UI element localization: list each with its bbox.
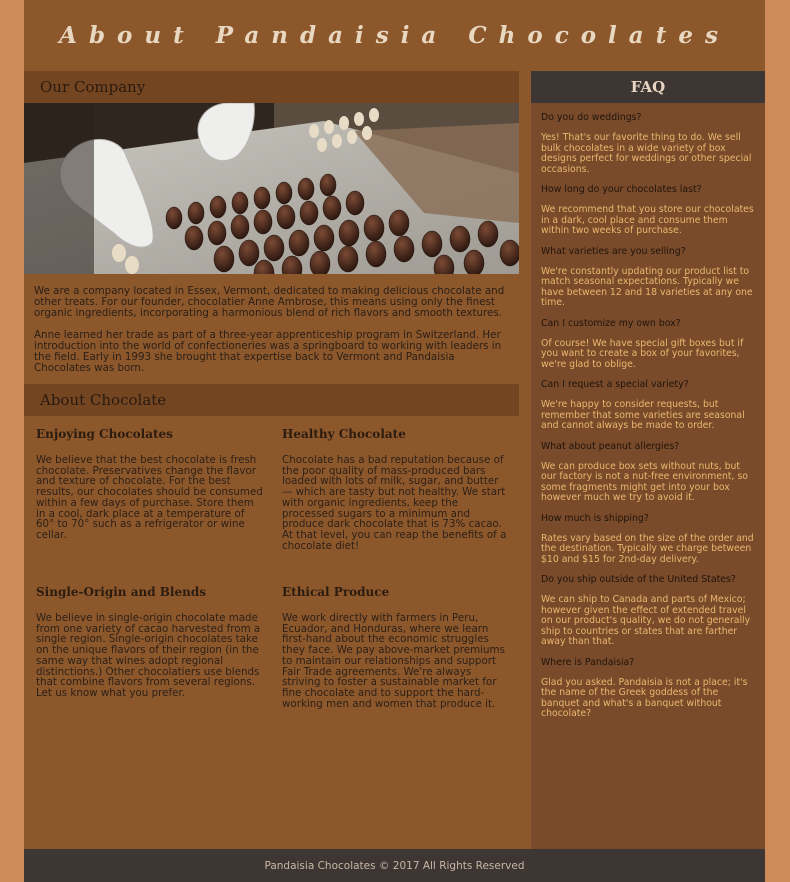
chocolate-photo (24, 103, 519, 274)
faq-heading: FAQ (630, 78, 666, 96)
page-title: About Pandaisia Chocolates (59, 22, 730, 49)
faq-question: Can I request a special variety? (541, 379, 689, 390)
faq-question: How long do your chocolates last? (541, 184, 702, 195)
faq-answer: We recommend that you store our chocolates in a dark, cool place and consume them within two weeks of purchase. (541, 204, 754, 236)
card-title: Ethical Produce (282, 585, 390, 599)
card-enjoying-chocolates (36, 427, 264, 541)
card-text: We believe in single-origin chocolate made from one variety of cacao harvested from a single region. Single-origin chocolates take on the unique flavors of their region (in the same way that wines adopt regional distinctions.) Other chocolatiers use blends that combine flavors from several regions. Let us know what you prefer. (36, 612, 261, 699)
card-text: Chocolate has a bad reputation because of the poor quality of mass-produced bars loaded with lots of milk, sugar, and butter — which are tasty but not healthy. We start with organic ingredients, keep the processed sugars to a minimum and produce dark chocolate that is 73% cacao. At that level, you can reap the benefits of a chocolate diet! (282, 454, 507, 552)
faq-answer: We're happy to consider requests, but remember that some varieties are seasonal and cannot always be made to order. (541, 399, 745, 431)
faq-question: What varieties are you selling? (541, 245, 686, 257)
card-title: Healthy Chocolate (282, 427, 406, 441)
company-heading: Our Company (40, 78, 146, 96)
main-content (24, 71, 519, 836)
site-header (24, 0, 765, 71)
faq-list (531, 103, 765, 720)
faq-answer: We can produce box sets without nuts, but our factory is not a nut-free environment, so some fragments might get into your box however much we try to avoid it. (541, 460, 748, 503)
page (24, 0, 765, 882)
faq-answer: Yes! That's our favorite thing to do. We sell bulk chocolates in a wide variety of box designs perfect for weddings or other special occasions. (541, 132, 752, 175)
faq-question: What about peanut allergies? (541, 440, 680, 452)
faq-answer: We're constantly updating our product list to match seasonal expectations. Typically we have between 12 and 18 varieties at any one time. (541, 265, 753, 308)
about-chocolate-grid (24, 416, 519, 836)
card-single-origin (36, 585, 264, 699)
faq-heading-bar (531, 71, 765, 103)
faq-question: Do you do weddings? (541, 112, 642, 123)
faq-question: Can I customize my own box? (541, 317, 681, 329)
faq-sidebar (531, 71, 765, 849)
faq-answer: Rates vary based on the size of the order and the destination. Typically we charge between $10 and $15 for 2nd-day delivery. (541, 532, 754, 565)
about-chocolate-heading-bar (24, 384, 519, 416)
faq-answer: Of course! We have special gift boxes but if you want to create a box of your favorites, we're glad to oblige. (541, 337, 744, 370)
hero-photo (24, 103, 519, 274)
card-ethical-produce (282, 585, 510, 709)
card-healthy-chocolate (282, 427, 510, 551)
company-paragraph-2: Anne learned her trade as part of a three-year apprenticeship program in Switzerland. Her introduction into the world of confectioneries was a springboard to working with leaders in the field. Early in 1993 she brought that expertise back to Vermont and Pandaisia Chocolates was born. (34, 329, 502, 374)
company-paragraph-1: We are a company located in Essex, Vermont, dedicated to making delicious chocolate and other treats. For our founder, chocolatier Anne Ambrose, this means using only the finest organic ingredients, incorporating a harmonious blend of rich flavors and smooth textures. (34, 285, 505, 319)
company-intro (24, 286, 519, 374)
faq-question: Where is Pandaisia? (541, 656, 635, 668)
footer-copyright: Pandaisia Chocolates © 2017 All Rights Reserved (264, 859, 525, 872)
company-heading-bar (24, 71, 519, 103)
card-title: Single-Origin and Blends (36, 585, 206, 599)
faq-answer: We can ship to Canada and parts of Mexico; however given the effect of extended travel on our product's quality, we do not generally ship to countries or states that are farther away than that. (541, 594, 751, 647)
faq-question: How much is shipping? (541, 512, 649, 524)
card-text: We believe that the best chocolate is fresh chocolate. Preservatives change the flavor and texture of chocolate. For the best results, our chocolates should be consumed within a few days of purchase. Store them in a cool, dark place at a temperature of 60° to 70° such as a refrigerator or wine cellar. (36, 454, 263, 541)
card-text: We work directly with farmers in Peru, Ecuador, and Honduras, where we learn first-hand about the economic struggles they face. We pay above-market premiums to maintain our relationships and support Fair Trade agreements. We're always striving to foster a sustainable market for fine chocolate and to support the hard-working men and women that produce it. (282, 612, 505, 710)
card-title: Enjoying Chocolates (36, 427, 173, 441)
site-footer (24, 849, 765, 882)
faq-answer: Glad you asked. Pandaisia is not a place; it's the name of the Greek goddess of the banquet and what's a banquet without chocolate? (541, 676, 748, 719)
faq-question: Do you ship outside of the United States? (541, 574, 736, 585)
about-chocolate-heading: About Chocolate (40, 391, 167, 409)
